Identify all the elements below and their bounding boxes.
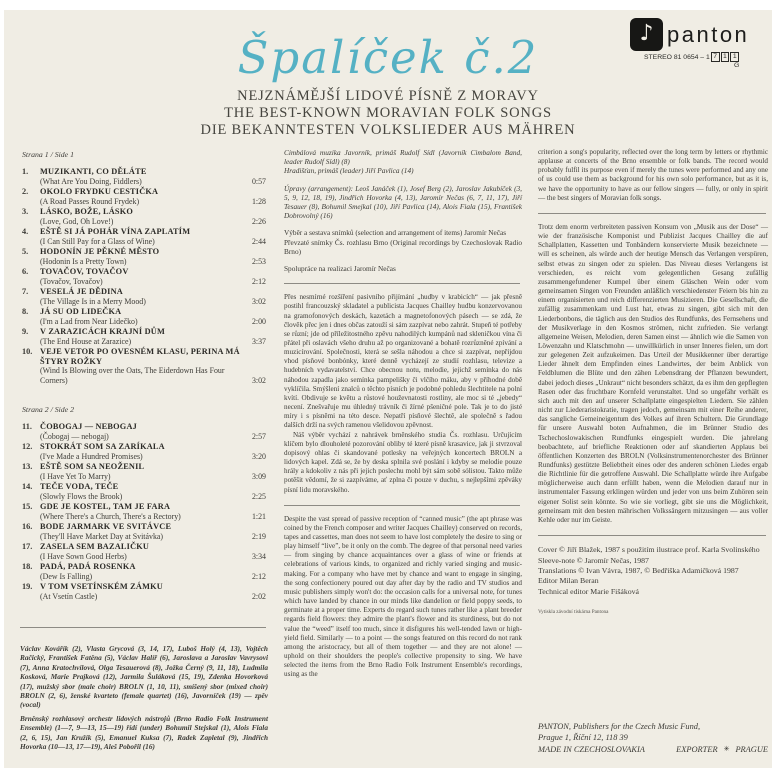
track-duration: 2:12 (251, 276, 266, 286)
track-translation: (I'm a Lad from Near Lidečko) (40, 316, 138, 326)
panton-logo-text: panton (667, 21, 750, 47)
album-back-cover (4, 10, 772, 768)
track-number: 11. (22, 422, 32, 431)
track-title: ČOBOGAJ — NEBOGAJ (40, 422, 137, 431)
arrangements-credit: Úpravy (arrangement): Leoš Janáček (1), Josef Berg (2), Jaroslav Jakubíček (3, 5, 9, 12, 18, 19), Jindřich Hovorka (4, 13), Jaromír Nečas (6, 7, 11, 17), Jiří Tesauer (8), Bohumil Smejkal (10), Jiří Pavlica (14), Alois Fiala (15), František Dobrovolný (16) (284, 183, 522, 221)
track-duration: 2:26 (251, 216, 266, 226)
side1-track-list (20, 167, 268, 385)
panton-note-icon: ♪ (630, 18, 663, 51)
track-translation: (The End House at Zarazice) (40, 336, 132, 346)
album-title: Špalíček č.2 (237, 31, 539, 84)
track-row (20, 347, 268, 385)
track-number: 16. (22, 522, 33, 531)
tracklist-column (20, 148, 268, 762)
essay-english-part2: criterion a song's popularity, reflected over the long term by letters or rhythmic applause at concerts of the Brno ensemble or folk bands. The record would probably fulfil its purpose even if merely the tunes were performed and any one of us could use them as background for his own solo performance, but as it is, we have the opportunity to have as our fellow singers — fully, or only in spirit — the best singers of Moravian folk songs. (538, 148, 768, 202)
catalog-prefix: STEREO 81 0654 – 1 (644, 53, 710, 61)
track-row (20, 227, 268, 246)
track-duration: 3:37 (251, 336, 266, 346)
header (4, 10, 772, 148)
publisher-block (538, 722, 768, 762)
track-duration: 2:25 (251, 491, 266, 501)
track-title: TEČE VODA, TEČE (40, 482, 119, 491)
imprint-block (538, 545, 768, 597)
track-duration: 3:02 (251, 375, 266, 385)
track-title: STOKRÁT SOM SA ZARÍKALA (40, 442, 165, 451)
track-translation: (The Village Is in a Merry Mood) (40, 296, 146, 306)
track-number: 14. (22, 482, 33, 491)
track-title: VEJE VETOR PO OVESNÉM KLASU, PERINA MÁ ŠTYRY ROŽKY (40, 347, 240, 366)
essay-german: Trotz dem enorm verbreiteten passiven Konsum von „Musik aus der Dose“ — wie der französische Komponist und Publizist Jacques Chailley die auf Schallplatten, Kassetten und Tonbändern konservierte Musik bezeichnete — will es scheinen, als würde auch der heutige Mensch das Verlangen verspüren, selbst etwas zu singen oder zu spielen. Das Niveau dieses Verlangens ist verschieden, es reicht vom gelegentlichen Gesang zufällig zusammengefundener Kumpel über einem Gläschen Wein oder vom gemeinsamen Singen von Freunden anläßlich verschiedenster Feiern bis hin zu einem organisierten und reich differenzierten Musizieren. Die Gesellschaft, die zufällig zusammenkam und Lust hat, etwas zu singen, gibt sich mit den Liederbonbons, die täglich aus den Studios des Rundfunks, des Fernsehens und der Musikverlage in den Kosmos strömen, nicht zufrieden. Sie verlangt allgemeine Weisen, Melodien, deren Samen einst — ähnlich wie die Samen von Löwenzahn und Klatschmohn — unwillkürlich in unser Inneres fielen, um dort zur gelegenen Zeit aufzukeimen. Das Urteil der Musikkenner über derartige Lieder ähnelt dem Empfinden eines Landwirtes, der beim Anblick von Feldblumen die Blüte und den zähen Lebensdrang der Pflanzen bewundert, dabei jedoch dieses „Unkraut“ nicht besonders schätzt, da es ihm den gepflegten Rasen oder das fruchtbare Kornfeld verunstaltet. Und so ungefähr verhält es sich auch mit den auf unserer Schallplatte eingespielten Liedern. Sie zählen nicht zur Liederaristokratie, tragen jedoch, gemeinsam mit einer Reihe anderer, das sangliche Gemeineigentum des Volkes auf ihren Schultern. Die Grundlage für unsere Auswahl boten Aufnahmen, die im Brünner Studio des Tschechoslowakischen Rundfunks eingespielt wurden. Die jahrelang beobachtete, auf briefliche Reaktionen oder auf skandierten Applaus bei öffentlichen Konzerten des BROLN (Volksinstrumentenorchester des Brünner Rundfunks) gestützte Beliebtheit eines oder des anderen schönen Liedes ergab die Richtlinie für die getroffene Auswahl. Die Schallplatte würde ihre Aufgabe möglicherweise auch dann erfüllt haben, wenn die Melodien darauf nur in instrumentaler Fassung erklingen würden und jeder von uns beim Zuhören sein eigener Solist sein könnte. So wie sie vorliegt, gibt sie uns die Möglichkeit, gemeinsam mit den besten mährischen Volkssängern mitzusingen — aus voller Kehle oder nur im Geiste. (538, 222, 769, 524)
divider (284, 505, 520, 506)
track-title: OKOLO FRYDKU CESTIČKA (40, 187, 159, 196)
track-duration: 0:57 (251, 176, 266, 186)
track-translation: (I Have Yet To Marry) (40, 471, 111, 481)
track-row (20, 187, 268, 206)
side1-heading: Strana 1 / Side 1 (22, 150, 74, 159)
side2-track-list (20, 422, 268, 601)
subtitle-czech: NEJZNÁMĚJŠÍ LIDOVÉ PÍSNĚ Z MORAVY (237, 88, 539, 104)
track-translation: (Hodonin Is a Pretty Town) (40, 256, 127, 266)
vocalists-credit: Václav Kovářík (2), Vlasta Grycová (3, 14, 17), Luboš Holý (4, 13), Vojtěch Račický, František Fatěna (5), Václav Halíř (6), Jaroslava a Jaroslav Vavrysovi (7), Anna Kratochvílová, Olga Tesauerová (8), Jožka Černý (9, 11, 18), Ludmila Kosková, Marie Prajková (12), Jarmila Šuláková (15, 19), Zdenka Hovorková (17), mužský sbor (male choir) BROLN (1, 10, 11), smíšený sbor (mixed choir) BROLN (2, 6), ženské kvarteto (female quartet) (16), Javorníček (19) — zpěv (vocal) (20, 644, 268, 710)
track-duration: 2:02 (251, 591, 266, 601)
track-title: LÁSKO, BOŽE, LÁSKO (40, 207, 134, 216)
track-translation: (Love, God, Oh Love!) (40, 216, 114, 226)
track-title: EŠTĚ SI JÁ POHÁR VÍNA ZAPLATÍM (40, 227, 191, 236)
essay-czech-part1: Přes nesmírné rozšíření pasivního přijímání „hudby v krabicích“ — jak přesně postihl francouzský skladatel a publicista Jacques Chailley hudbu konzervovanou na gramofonových deskách, kazetách a magnetofonových pásech — se zdá, že člověk přec jen i dnes občas zatouží si sám zazpívat nebo zahrát. Stupeň té potřeby se různí; jde od příležitostného zpěvu nahodilých kumpánů nad skleničkou vína či přátel při oslavách všeho druhu až po organizované a bohatě rozrůzněné zpívání a muzicírování. Společnosti, která se sešla náhodou a chce si zazpívat, nepřijdou vhod písňové bonbónky, které denně vycházejí ze studií rozhlasu, televize a hudebních vydavatelství. Chce obecnou notu, melodie, jejichž semínka do nás náhodou zapadla jako semínka pampelišky či vlčího máku, aby v příhodné době vyklíčila. Smýšlení znalců o těchto písních je podobné pohledu šlechtitele na polní kvítí. Obdivuje se květu a růstové houževnatosti rostliny, ale moc si té „jebedy“ necení. Znešvařuje mu úhledný trávník či žírné pšeničné pole. Tak je to do jisté míry i s písněmi na této desce. Nepatří písňové šlechtě, ale společně s řadou dalších drží na svých ramenou všelidovou zpěvnost. (284, 293, 522, 430)
track-row (20, 247, 268, 266)
track-number: 10. (22, 347, 33, 356)
track-duration: 2:44 (251, 236, 266, 246)
track-duration: 2:57 (251, 431, 266, 441)
divider (538, 213, 766, 214)
recordings-credit: Převzaté snímky Čs. rozhlasu Brno (Original recordings by Czechoslovak Radio Brno) (284, 237, 522, 256)
translations-credit: Translations © Ivan Vávra, 1987, © Bedřiška Adamičková 1987 (538, 565, 739, 575)
track-translation: (A Road Passes Round Frydek) (40, 196, 140, 206)
track-row (20, 462, 268, 481)
track-number: 9. (22, 327, 29, 336)
middle-column (284, 148, 522, 762)
exporter-text: EXPORTER (676, 745, 718, 754)
track-duration: 3:34 (251, 551, 266, 561)
subtitles (4, 88, 772, 139)
track-translation: (I've Made a Hundred Promises) (40, 451, 143, 461)
track-number: 12. (22, 442, 33, 451)
cooperation-credit: Spolupráce na realizaci Jaromír Nečas (284, 264, 396, 274)
track-duration: 1:28 (251, 196, 266, 206)
track-duration: 2:19 (251, 531, 266, 541)
track-number: 18. (22, 562, 33, 571)
track-duration: 3:09 (251, 471, 266, 481)
divider (284, 283, 520, 284)
selection-credit: Výběr a sestava snímků (selection and arrangement of items) Jaromír Nečas (284, 228, 507, 238)
track-translation: (Where There's a Church, There's a Rectory) (40, 511, 181, 521)
track-row (20, 562, 268, 581)
track-translation: (I Can Still Pay for a Glass of Wine) (40, 236, 155, 246)
track-title: JÁ SU OD LIDEČKA (40, 307, 122, 316)
track-row (20, 482, 268, 501)
track-title: V ZARAZICÁCH KRAJNÍ DŮM (40, 327, 165, 336)
track-number: 7. (22, 287, 29, 296)
track-number: 3. (22, 207, 29, 216)
side2-heading: Strana 2 / Side 2 (22, 405, 74, 414)
printer-credit: Vytiskla závodní tiskárna Pantona (538, 609, 609, 616)
track-translation: (They'll Have Market Day at Svitávka) (40, 531, 164, 541)
track-duration: 2:12 (251, 571, 266, 581)
publisher-name: PANTON, Publishers for the Czech Music Fund, (538, 722, 701, 731)
track-row (20, 327, 268, 346)
track-title: BODE JARMARK VE SVITÁVCE (40, 522, 172, 531)
track-title: ZASELA SEM BAZALIČKU (40, 542, 150, 551)
subtitle-english: THE BEST-KNOWN MORAVIAN FOLK SONGS (224, 105, 552, 121)
subtitle-german: DIE BEKANNTESTEN VOLKSLIEDER AUS MÄHREN (200, 122, 576, 138)
track-row (20, 422, 268, 441)
cover-credit: Cover © Jiří Blažek, 1987 s použitím ilustrace prof. Karla Svolinského (538, 545, 760, 555)
track-number: 13. (22, 462, 33, 471)
track-title: VESELÁ JE DĚDINA (40, 287, 123, 296)
track-title: PADÁ, PADÁ ROSENKA (40, 562, 136, 571)
track-row (20, 287, 268, 306)
band-credit-hradistan: Hradišťan, primáš (leader) Jiří Pavlica (14) (284, 166, 414, 176)
track-translation: (Slowly Flows the Brook) (40, 491, 123, 501)
track-duration: 2:00 (251, 316, 266, 326)
track-title: TOVAČOV, TOVAČOV (40, 267, 129, 276)
track-duration: 1:21 (251, 511, 266, 521)
track-number: 8. (22, 307, 29, 316)
catalog-box-digit: 7 (711, 52, 720, 62)
sleeve-note-credit: Sleeve-note © Jaromír Nečas, 1987 (538, 555, 649, 565)
track-number: 4. (22, 227, 29, 236)
track-translation: (I Have Sown Good Herbs) (40, 551, 127, 561)
track-number: 1. (22, 167, 29, 176)
panton-label-block (630, 18, 758, 69)
catalog-box-digit: 1 (730, 52, 739, 62)
pressing-grade: G (734, 62, 740, 69)
technical-editor-credit: Technical editor Marie Fišáková (538, 586, 639, 596)
band-credit-javornik: Cimbálová muzika Javorník, primáš Rudolf Sídl (Javorník Cimbalom Band, leader Rudolf Sídl) (8) (284, 148, 522, 167)
essay-czech-part2: Náš výběr vychází z nahrávek brněnského studia Čs. rozhlasu. Určujícím klíčem bylo dlouholeté pozorování obliby té které písně krasavice, jak ji stvrzoval dopisový ohlas či skandované potlesky na veřejných koncertech BROLN a lidových kapel. Zdá se, že by deska splnila své poslání i kdyby se melodie pouze hrály a kdokoliv z nás při jejich poslechu mohl být sám sobě sólistou. Takto může potěšit vědomí, že si zazpíváme, ať zplna či pouze v duchu, s nejlepšími zpěváky písní lidu moravského. (284, 430, 522, 494)
track-duration: 3:20 (251, 451, 266, 461)
track-row (20, 582, 268, 601)
orchestra-credit: Brněnský rozhlasový orchestr lidových nástrojů (Brno Radio Folk Instrument Ensemble) (1—7, 9—13, 15—19) řídí (under) Bohumil Stejskal (1), Alois Fiala (2, 6, 15), Jan Kružík (5), Emanuel Kuksa (7), Radek Zapletal (9), Jindřich Hovorka (10—13, 17—19), Aleš Pobořil (16) (20, 713, 268, 752)
track-title: HODONÍN JE PĚKNÉ MĚSTO (40, 247, 160, 256)
track-number: 2. (22, 187, 29, 196)
track-number: 15. (22, 502, 33, 511)
track-title: GDE JE KOSTEL, TAM JE FARA (40, 502, 171, 511)
track-number: 6. (22, 267, 29, 276)
content-columns (4, 148, 772, 762)
made-in-text: MADE IN CZECHOSLOVAKIA (538, 745, 645, 754)
track-row (20, 267, 268, 286)
track-duration: 3:02 (251, 296, 266, 306)
divider (20, 627, 266, 628)
track-translation: (Wind Is Blowing over the Oats, The Eiderdown Has Four Corners) (40, 366, 225, 385)
track-title: MUZIKANTI, CO DĚLÁTE (40, 167, 147, 176)
exporter-artia-logo-icon: ✳ (723, 745, 730, 753)
track-row (20, 307, 268, 326)
track-row (20, 442, 268, 461)
divider (538, 535, 766, 536)
track-number: 19. (22, 582, 33, 591)
track-row (20, 167, 268, 186)
essay-english-part1: Despite the vast spread of passive reception of “canned music” (the apt phrase was coined by the French composer and writer Jacques Chailley) conserved on records, tapes and cassettes, man does not seem to have lost completely the desire to sing or play himself “live”, be it only on the comb. The degree of that personal need varies — from singing by chance acquaintances over a glass of wine or friends at celebrations of various kinds, to organized and richly varied singing and music-making. For a company who have met by chance and want to engage in singing, the song confectionery poured out day after day by the radio and TV studios and music publishers simply won't do: the occasion calls for a universal note, for tunes which have landed by chance in our minds like dandelion or field poppy seeds, to germinate at a proper time. Experts do regard such tunes rather like a plant breeder regards field flowers: they admire the plant's flower and its sturdiness, but do not value the “weed” itself too much, since it disfigures his well-tended lawn or high-yield field. Similarly — to a point — the songs featured on this record do not rank among the aristocracy, but all of them together — and they are not alone! — uphold on their shoulders the people's collective propensity to sing. We have selected the items from the Brno Radio Folk Instrument Ensemble's recordings, using as the (284, 514, 522, 679)
track-translation: (At Vsetín Castle) (40, 591, 98, 601)
track-row (20, 502, 268, 521)
made-in-row (538, 745, 768, 754)
track-translation: (Tovačov, Tovačov) (40, 276, 103, 286)
track-title: EŠTĚ SOM SA NEOŽENIL (40, 462, 145, 471)
track-translation: (What Are You Doing, Fiddlers) (40, 176, 142, 186)
exporter-city: PRAGUE (735, 745, 768, 754)
track-row (20, 542, 268, 561)
track-number: 5. (22, 247, 29, 256)
publisher-address: Prague 1, Říční 12, 118 39 (538, 732, 628, 742)
track-row (20, 207, 268, 226)
editor-credit: Editor Milan Beran (538, 576, 599, 586)
track-translation: (Čobogaj — nebogaj) (40, 431, 109, 441)
track-title: V TOM VSETÍNSKÉM ZÁMKU (40, 582, 163, 591)
catalog-number (644, 52, 758, 62)
right-column (538, 148, 768, 762)
track-duration: 2:53 (251, 256, 266, 266)
track-number: 17. (22, 542, 33, 551)
track-row (20, 522, 268, 541)
catalog-box-digit: 1 (721, 52, 730, 62)
track-translation: (Dew Is Falling) (40, 571, 93, 581)
